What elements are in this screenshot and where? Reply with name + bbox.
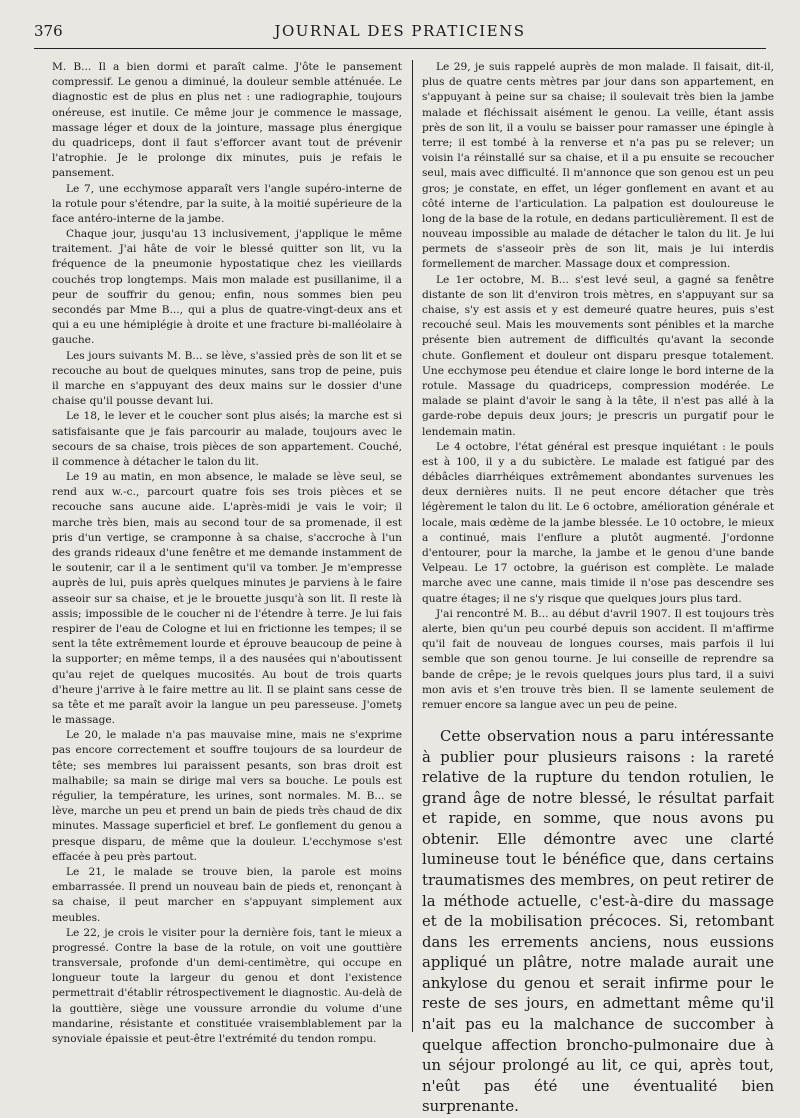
paragraph: Chaque jour, jusqu'au 13 inclusivement, j'applique le même traitement. J'ai hâte de voir le blessé quitter son lit, vu la fréquence de la pneumonie hypostatique chez les vieillards couchés trop longtemps. Mais mon malade est pusillanime, il a peur de souffrir du genou; enfin, nous sommes bien peu secondés par Mme B..., qui a plus de quatre-vingt-deux ans et qui a eu une hémiplégie à droite et une fracture bi-malléolaire à gauche. (52, 227, 402, 349)
paragraph: Le 7, une ecchymose apparaît vers l'angle supéro-interne de la rotule pour s'étendre, par la suite, à la moitié supérieure de la face antéro-interne de la jambe. (52, 182, 402, 228)
text-columns (34, 60, 766, 1032)
paragraph: Le 18, le lever et le coucher sont plus aisés; la marche est si satisfaisante que je fais parcourir au malade, toujours avec le secours de sa chaise, trois pièces de son appartement. Couché, il commence à détacher le talon du lit. (52, 409, 402, 470)
closing-section (422, 727, 774, 1118)
column-divider (412, 60, 413, 1032)
paragraph: Le 19 au matin, en mon absence, le malade se lève seul, se rend aux w.-c., parcourt quatre fois ses trois pièces et se recouche sans aucune aide. L'après-midi je vais le voir; il marche très bien, mais au second tour de sa promenade, il est pris d'un vertige, se cramponne à sa chaise, s'accroche à l'un des grands rideaux d'une fenêtre et me demande instamment de le soutenir, car il a le sentiment qu'il va tomber. Je m'empresse auprès de lui, puis après quelques minutes je parviens à le faire asseoir sur sa chaise, et je le brouette jusqu'à son lit. Il reste là assis; impossible de le coucher ni de l'étendre à terre. Je lui fais respirer de l'eau de Cologne et lui en frictionne les tempes; il se sent la tête extrêmement lourde et éprouve beaucoup de peine à la supporter; en même temps, il a des nausées qui n'aboutissent qu'au rejet de quelques mucosités. Au bout de trois quarts d'heure j'arrive à le faire mettre au lit. Il se plaint sans cesse de sa tête et me paraît avoir la langue un peu paresseuse. J'ometş le massage. (52, 470, 402, 728)
paragraph: Les jours suivants M. B... se lève, s'assied près de son lit et se recouche au bout de quelques minutes, sans trop de peine, puis il marche en s'appuyant des deux mains sur le dossier d'une chaise qu'il pousse devant lui. (52, 349, 402, 410)
header-rule (34, 48, 766, 49)
paragraph: Le 21, le malade se trouve bien, la parole est moins embarrassée. Il prend un nouveau bain de pieds et, renonçant à sa chaise, il peut marcher en s'appuyant simplement aux meubles. (52, 865, 402, 926)
left-column (52, 60, 402, 1047)
journal-title: JOURNAL DES PRATICIENS (34, 22, 766, 40)
paragraph: Le 1er octobre, M. B... s'est levé seul, a gagné sa fenêtre distante de son lit d'environ trois mètres, en s'appuyant sur sa chaise, s'y est assis et y est demeuré quatre heures, puis s'est recouché seul. Mais les mouvements sont pénibles et la marche présente bien autrement de difficultés qu'avant la seconde chute. Gonflement et douleur ont disparu presque totalement. Une ecchymose peu étendue et claire longe le bord interne de la rotule. Massage du quadriceps, compression modérée. Le malade se plaint d'avoir le sang à la tête, il n'est pas allé à la garde-robe depuis deux jours; je prescris un purgatif pour le lendemain matin. (422, 273, 774, 440)
closing-paragraph: Cette observation nous a paru intéressante à publier pour plusieurs raisons : la rareté relative de la rupture du tendon rotulien, le grand âge de notre blessé, le résultat parfait et rapide, en somme, que nous avons pu obtenir. Elle démontre avec une clarté lumineuse tout le bénéfice que, dans certains traumatismes des membres, on peut retirer de la méthode actuelle, c'est-à-dire du massage et de la mobilisation précoces. Si, retombant dans les errements anciens, nous eussions appliqué un plâtre, notre malade aurait une ankylose du genou et serait infirme pour le reste de ses jours, en admettant même qu'il n'ait pas eu la malchance de succomber à quelque affection broncho-pulmonaire due à un séjour prolongé au lit, ce qui, après tout, n'eût pas été une éventualité bien surprenante. (422, 727, 774, 1118)
right-column (422, 60, 774, 1118)
page-header (34, 22, 766, 48)
paragraph: M. B... Il a bien dormi et paraît calme. J'ôte le pansement compressif. Le genou a diminué, la douleur semble atténuée. Le diagnostic est de plus en plus net : une radiographie, toujours onéreuse, est inutile. Ce même jour je commence le massage, massage léger et doux de la jointure, massage plus énergique du quadriceps, dont il faut s'efforcer avant tout de prévenir l'atrophie. Je le prolonge dix minutes, puis je refais le pansement. (52, 60, 402, 182)
page-number: 376 (34, 22, 63, 40)
paragraph: J'ai rencontré M. B... au début d'avril 1907. Il est toujours très alerte, bien qu'un peu courbé depuis son accident. Il m'affirme qu'il fait de nouveau de longues courses, mais parfois il lui semble que son genou tourne. Je lui conseille de reprendre sa bande de crêpe; je le revois quelques jours plus tard, il a suivi mon avis et s'en trouve très bien. Il se lamente seulement de remuer encore sa langue avec un peu de peine. (422, 607, 774, 713)
paragraph: Le 4 octobre, l'état général est presque inquiétant : le pouls est à 100, il y a du subictère. Le malade est fatigué par des débâcles diarrhéiques extrêmement abondantes survenues les deux dernières nuits. Il ne peut encore détacher que très légèrement le talon du lit. Le 6 octobre, amélioration générale et locale, mais œdème de la jambe blessée. Le 10 octobre, le mieux a continué, mais l'enflure a plutôt augmenté. J'ordonne d'entourer, pour la marche, la jambe et le genou d'une bande Velpeau. Le 17 octobre, la guérison est complète. Le malade marche avec une canne, mais timide il n'ose pas descendre ses quatre étages; il ne s'y risque que quelques jours plus tard. (422, 440, 774, 607)
paragraph: Le 20, le malade n'a pas mauvaise mine, mais ne s'exprime pas encore correctement et souffre toujours de sa lourdeur de tête; ses membres lui paraissent pesants, son bras droit est malhabile; sa main se dirige mal vers sa bouche. Le pouls est régulier, la température, les urines, sont normales. M. B... se lève, marche un peu et prend un bain de pieds très chaud de dix minutes. Massage superficiel et bref. Le gonflement du genou a presque disparu, de même que la douleur. L'ecchymose s'est effacée à peu près partout. (52, 728, 402, 865)
paragraph: Le 29, je suis rappelé auprès de mon malade. Il faisait, dit-il, plus de quatre cents mètres par jour dans son appartement, en s'appuyant à peine sur sa chaise; il soulevait très bien la jambe malade et fléchissait aisément le genou. La veille, étant assis près de son lit, il a voulu se baisser pour ramasser une épingle à terre; il est tombé à la renverse et n'a pas pu se relever; un voisin l'a réinstallé sur sa chaise, et il a pu ensuite se recoucher seul, mais avec difficulté. Il m'annonce que son genou est un peu gros; je constate, en effet, un léger gonflement en avant et au côté interne de l'articulation. La palpation est douloureuse le long de la base de la rotule, en dedans particulièrement. Il est de nouveau impossible au malade de détacher le talon du lit. Je lui permets de s'asseoir près de son lit, mais je lui interdis formellement de marcher. Massage doux et compression. (422, 60, 774, 273)
paragraph: Le 22, je crois le visiter pour la dernière fois, tant le mieux a progressé. Contre la base de la rotule, on voit une gouttière transversale, profonde d'un demi-centimètre, qui occupe en longueur toute la largeur du genou et dont l'existence permettrait d'établir rétrospectivement le diagnostic. Au-delà de la gouttière, siège une voussure arrondie du volume d'une mandarine, résistante et constituée vraisemblablement par la synoviale épaissie et peut-être l'extrémité du tendon rompu. (52, 926, 402, 1048)
